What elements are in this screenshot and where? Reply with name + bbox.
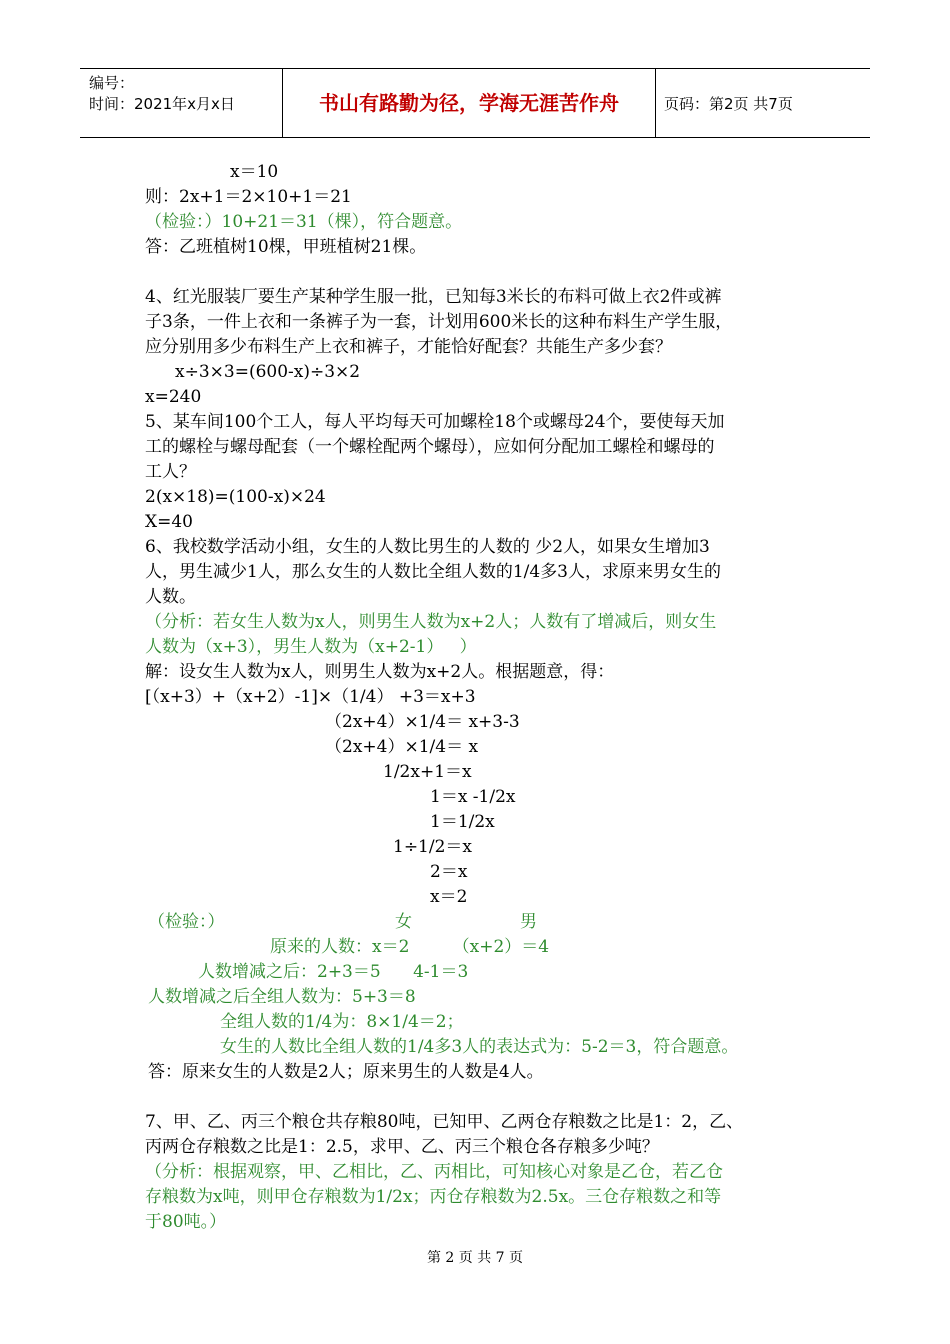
document-date: 时间：2021年x月x日 xyxy=(89,95,235,113)
note-line: 原来的人数：x＝2 （x+2）＝4 xyxy=(270,937,550,957)
text-line: 工人？ xyxy=(145,462,196,482)
text-line: 1/2x+1＝x xyxy=(383,762,472,782)
note-line: （分析：若女生人数为x人，则男生人数为x+2人；人数有了增减后，则女生 xyxy=(145,612,717,632)
note-line: 女生的人数比全组人数的1/4多3人的表达式为：5-2＝3，符合题意。 xyxy=(220,1037,739,1057)
note-line: （检验：）10+21＝31（棵），符合题意。 xyxy=(145,212,463,232)
text-line: 人，男生减少1人，那么女生的人数比全组人数的1/4多3人，求原来男女生的 xyxy=(145,562,721,582)
note-line: 女 xyxy=(395,912,412,932)
note-line: 全组人数的1/4为：8×1/4＝2； xyxy=(220,1012,464,1032)
note-line: （分析：根据观察，甲、乙相比，乙、丙相比，可知核心对象是乙仓，若乙仓 xyxy=(145,1162,723,1182)
text-line: 应分别用多少布料生产上衣和裤子，才能恰好配套？共能生产多少套？ xyxy=(145,337,672,357)
text-line: X=40 xyxy=(145,512,193,532)
note-line: 男 xyxy=(520,912,537,932)
text-line: [（x+3）+（x+2）-1]×（1/4） +3＝x+3 xyxy=(145,687,476,707)
text-line: 人数。 xyxy=(145,587,196,607)
text-line: 答：原来女生的人数是2人；原来男生的人数是4人。 xyxy=(148,1062,544,1082)
text-line: x＝2 xyxy=(430,887,468,907)
text-line: 子3条，一件上衣和一条裤子为一套，计划用600米长的这种布料生产学生服， xyxy=(145,312,733,332)
note-line: 存粮数为x吨，则甲仓存粮数为1/2x；丙仓存粮数为2.5x。三仓存粮数之和等 xyxy=(145,1187,722,1207)
header-meta xyxy=(89,73,235,115)
note-line: 于80吨。） xyxy=(145,1212,227,1232)
text-line: 2(x×18)=(100-x)×24 xyxy=(145,487,326,507)
text-line: 1＝1/2x xyxy=(430,812,495,832)
page-header xyxy=(80,68,870,138)
text-line: x÷3×3=(600-x)÷3×2 xyxy=(175,362,361,382)
page-footer: 第 2 页 共 7 页 xyxy=(426,1250,524,1266)
text-line: （2x+4）×1/4＝ x+3-3 xyxy=(325,712,520,732)
text-line: 7、甲、乙、丙三个粮仓共存粮80吨，已知甲、乙两仓存粮数之比是1：2，乙、 xyxy=(145,1112,744,1132)
text-line: 工的螺栓与螺母配套（一个螺栓配两个螺母），应如何分配加工螺栓和螺母的 xyxy=(145,437,715,457)
header-page-info: 页码：第2页 共7页 xyxy=(664,95,793,113)
text-line: x=240 xyxy=(145,387,202,407)
text-line: 解：设女生人数为x人，则男生人数为x+2人。根据题意，得： xyxy=(145,662,615,682)
text-line: 2＝x xyxy=(430,862,468,882)
text-line: 答：乙班植树10棵，甲班植树21棵。 xyxy=(145,237,427,257)
header-divider xyxy=(655,69,656,137)
note-line: 人数增减之后：2+3＝5 4-1＝3 xyxy=(198,962,469,982)
text-line: 5、某车间100个工人，每人平均每天可加螺栓18个或螺母24个，要使每天加 xyxy=(145,412,725,432)
note-line: 人数增减之后全组人数为：5+3＝8 xyxy=(148,987,416,1007)
text-line: 丙两仓存粮数之比是1：2.5，求甲、乙、丙三个粮仓各存粮多少吨？ xyxy=(145,1137,659,1157)
header-motto: 书山有路勤为径，学海无涯苦作舟 xyxy=(319,91,619,115)
text-line: 1＝x -1/2x xyxy=(430,787,516,807)
note-line: （检验：） xyxy=(148,912,225,932)
note-line: 人数为（x+3），男生人数为（x+2-1） ） xyxy=(145,637,477,657)
text-line: 4、红光服装厂要生产某种学生服一批，已知每3米长的布料可做上衣2件或裤 xyxy=(145,287,722,307)
text-line: 6、我校数学活动小组，女生的人数比男生的人数的 少2人，如果女生增加3 xyxy=(145,537,710,557)
text-line: （2x+4）×1/4＝ x xyxy=(325,737,479,757)
text-line: 1÷1/2＝x xyxy=(393,837,473,857)
document-number: 编号： xyxy=(89,74,135,92)
text-line: 则：2x+1＝2×10+1＝21 xyxy=(145,187,352,207)
text-line: x＝10 xyxy=(230,162,279,182)
